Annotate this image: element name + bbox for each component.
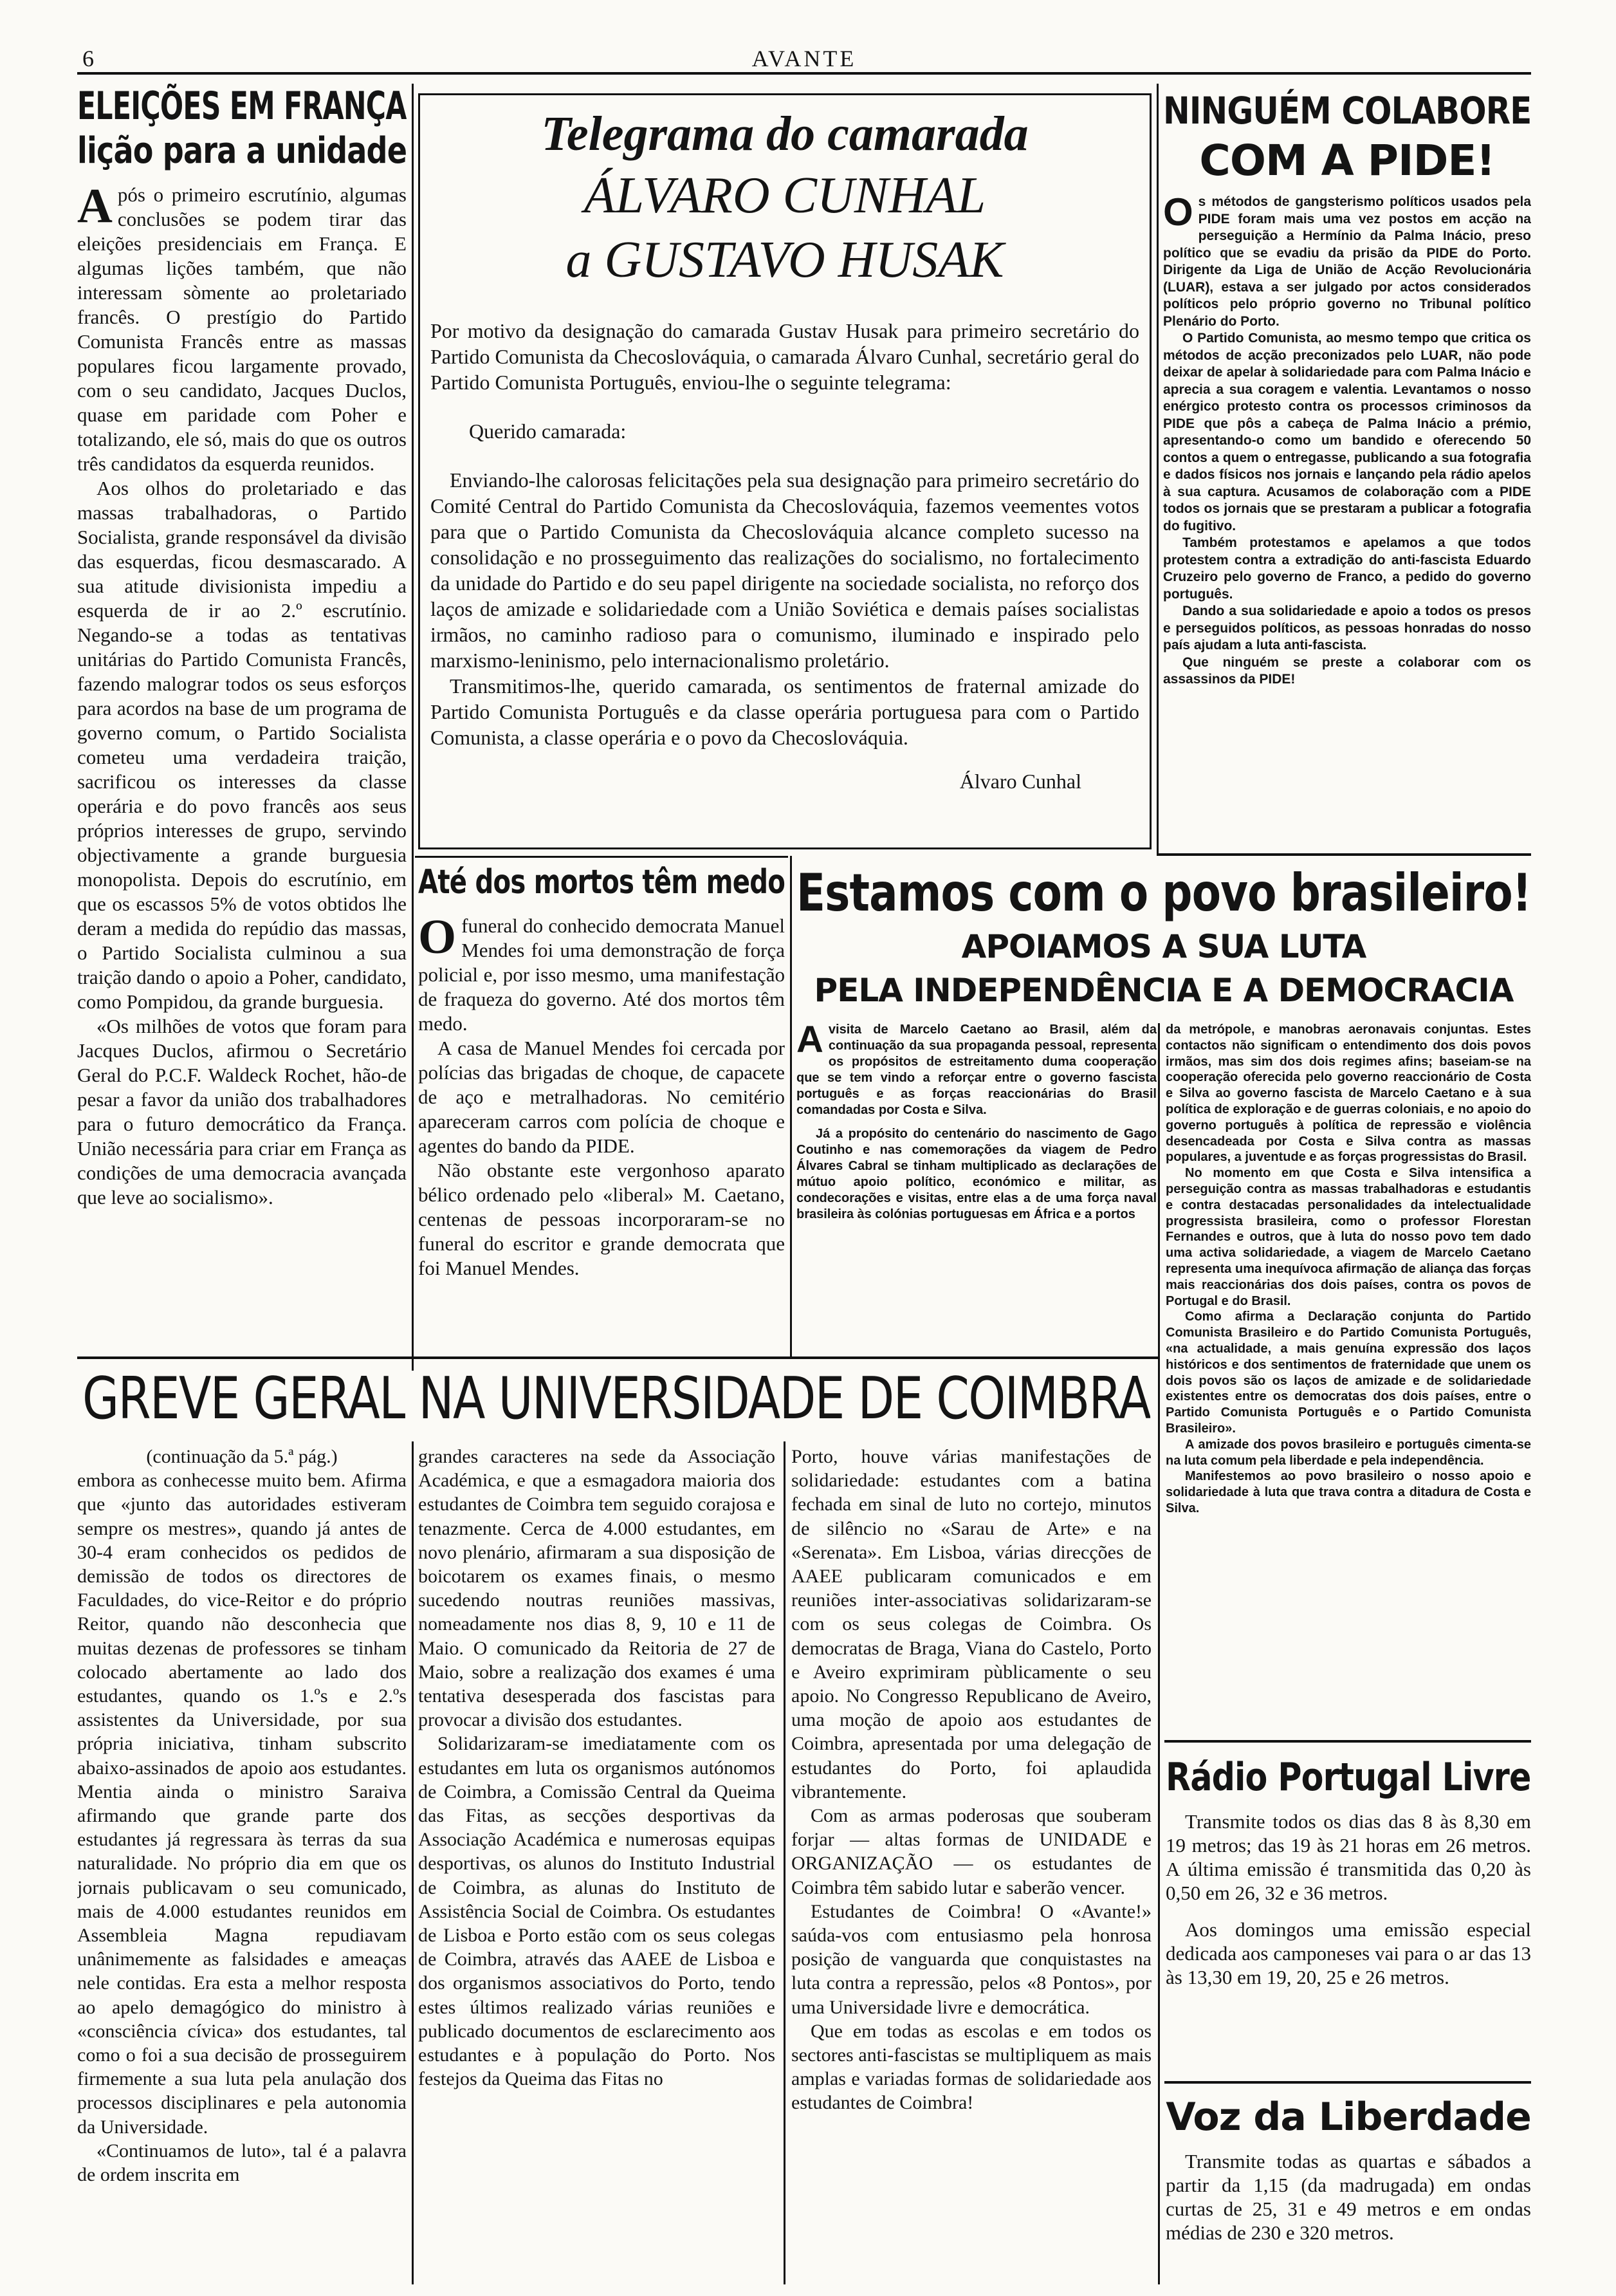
brasil-paragraph: No momento em que Costa e Silva intensifica a perseguição contra as massas trabalhadoras e estudantis e contra destacadas personalidades da intelectualidade progressista brasileira, como o professor Florestan Fernandes e outros, que à luta do nosso povo tem dado uma activa solidariedade, a viagem de Marcelo Caetano representa uma inequívoca afirmação de aliança das forças mais reaccionárias dos dois países, contra os povos de Portugal e do Brasil. (1166, 1166, 1531, 1308)
brasil-paragraph: da metrópole, e manobras aeronavais conjuntas. Estes contactos não significam o entendimento dos dois povos irmãos, mas sim dos dois regimes afins; baseiam-se na cooperação oferecida pelo governo reaccionário de Costa e Silva ao governo fascista de Marcelo Caetano e à sua política de exploração e de guerras coloniais, e no apoio do governo português à política de repressão e violência desencadeada por Costa e Silva contra as massas populares, a juventude e as forças progressistas do Brasil. (1166, 1023, 1531, 1165)
telegram-name-husak: a GUSTAVO HUSAK (565, 232, 1004, 288)
telegram-paragraph: Transmitimos-lhe, querido camarada, os sentimentos de fraternal amizade do Partido Comunista Português e da classe operária portuguesa para com o Partido Comunista, a classe operária e o povo da Checoslováquia. (430, 674, 1139, 749)
pide-paragraph: Que ninguém se preste a colaborar com os assassinos da PIDE! (1163, 654, 1531, 687)
mortos-paragraph: Não obstante este vergonhoso aparato bélico ordenado pelo «liberal» M. Caetano, centenas de pessoas incorporaram-se no funeral do escritor e grande democrata que foi Manuel Mendes. (418, 1159, 785, 1279)
mortos-dropcap: O (418, 910, 457, 964)
greve-paragraph: Porto, houve várias manifestações de solidariedade: estudantes com a batina fechada em sinal de luto no cortejo, minutos de silêncio no «Sarau de Arte» e na «Serenata». Em Lisboa, várias direcções de AAEE publicaram comunicados e em reuniões inter-associativas solidarizaram-se com os seus colegas de Coimbra. Os democratas de Braga, Viana do Castelo, Porto e Aveiro exprimiram pùblicamente o seu apoio. No Congresso Republicano de Aveiro, uma moção de apoio aos estudantes de Coimbra, apresentada por uma delegação de estudantes do Porto, foi aplaudida vibrantemente. (791, 1446, 1152, 1802)
greve-paragraph: Com as armas poderosas que souberam forjar — altas formas de UNIDADE e ORGANIZAÇÃO — os estudantes de Coimbra têm sabido lutar e saberão vencer. (791, 1805, 1152, 1898)
mortos-headline: Até dos mortos têm medo (418, 863, 785, 902)
telegram-box (418, 93, 1152, 849)
section-rule (1164, 1740, 1531, 1743)
brasil-paragraph: Como afirma a Declaração conjunta do Partido Comunista Brasileiro e do Partido Comunista Português, «na actualidade, a mais genuína expressão dos laços históricos e dos sentimentos de fraternidade que unem os dois povos são os laços de amizade e de solidariedade existentes entre os democratas dos dois países, entre o Partido Comunista Português e o Partido Comunista Brasileiro». (1166, 1310, 1531, 1436)
brasil-subheadline-2: PELA INDEPENDÊNCIA E A DEMOCRACIA (814, 972, 1514, 1009)
section-rule (1158, 853, 1531, 856)
radio-paragraph: Transmite todos os dias das 8 às 8,30 em 19 metros; das 19 às 21 horas em 26 metros. A última emissão é transmitida das 0,20 às 0,50 em 26, 32 e 36 metros. (1166, 1810, 1531, 1904)
greve-paragraph: Que em todas as escolas e em todos os sectores anti-fascistas se multipliquem as mais amplas e variadas formas de solidariedade aos estudantes de Coimbra! (791, 2020, 1152, 2114)
greve-paragraph: Estudantes de Coimbra! O «Avante!» saúda-vos com entusiasmo pela honrosa posição de vanguarda que conquistastes na luta contra a repressão, pelos «8 Pontos», por uma Universidade livre e democrática. (791, 1900, 1152, 2018)
masthead-title: AVANTE (751, 46, 857, 71)
pide-dropcap: O (1163, 190, 1193, 234)
pide-paragraph: Dando a sua solidariedade e apoio a todos os presos e perseguidos políticos, as pessoas honradas do nosso país ajudam a luta anti-fascista. (1163, 604, 1531, 653)
column-rule (412, 1441, 414, 2284)
radio-box (1166, 1745, 1531, 2080)
telegram-intro: Por motivo da designação do camarada Gustav Husak para primeiro secretário do Partido Comunista da Checoslováquia, o camarada Álvaro Cunhal, secretário geral do Partido Comunista Português, enviou-lhe o seguinte telegrama: (430, 319, 1139, 394)
voz-box (1166, 2085, 1531, 2291)
telegram-paragraph: Enviando-lhe calorosas felicitações pela sua designação para primeiro secretário do Comité Central do Partido Comunista da Checoslováquia, fazemos veementes votos para que o Partido Comunista da Checoslováquia alcance completo sucesso na consolidação e no prosseguimento das realizações do socialismo, no fortalecimento da unidade do Partido e do seu papel dirigente na sociedade socialista, no reforço dos laços de amizade e solidariedade com a União Soviética e demais países socialistas irmãos, no caminho radioso para o comunismo, iluminado e inspirado pelo marxismo-leninismo, pelo internacionalismo proletário. (430, 468, 1139, 672)
greve-paragraph: «Continuamos de luto», tal é a palavra de ordem inscrita em (77, 2140, 407, 2186)
pide-paragraph: Também protestamos e apelamos a que todos protestem contra a extradição do anti-fascista Eduardo Cruzeiro pelo governo de Franco, a pedido do governo português. (1163, 535, 1531, 602)
pide-headline: NINGUÉM COLABORE (1163, 89, 1531, 133)
brasil-headline: Estamos com o povo brasileiro! (796, 863, 1531, 923)
radio-headline: Rádio Portugal Livre (1166, 1755, 1531, 1800)
brasil-paragraph: A amizade dos povos brasileiro e português cimenta-se na luta comum pela liberdade e pela independência. (1166, 1437, 1531, 1468)
mortos-body: Ofuneral do conhecido democrata Manuel Mendes foi uma demonstração de força policial e, por isso mesmo, uma manifestação de fraqueza do governo. Até dos mortos têm medo. A casa de Manuel Mendes foi cercada por polícias das brigadas de choque, de capacete de aço e metralhadoras. No cemitério apareceram carros com polícia de choque e agentes do bando da PIDE. Não obstante este vergonhoso aparato bélico ordenado pelo «liberal» M. Caetano, centenas de pessoas incorporaram-se no funeral do escritor e grande democrata que foi Manuel Mendes. (418, 910, 785, 1279)
pide-paragraph: O Partido Comunista, ao mesmo tempo que critica os métodos de acção preconizados pelo LUAR, não pode deixar de apelar à solidariedade para com Palma Inácio e aprecia a sua coragem e valentia. Levantamos o nosso enérgico protesto contra os processos criminosos da PIDE que pôs a cabeça de Palma Inácio a prémio, apresentando-o como um bandido e oferecendo 50 contos a quem o entregasse, publicando a sua fotografia e dados físicos nos jornais e lançando pela rádio apelos à sua captura. Acusamos de colaboração com a PIDE todos os jornais que se prestaram a publicar a fotografia do fugitivo. (1163, 331, 1531, 533)
section-rule (77, 1356, 1158, 1359)
greve-col3 (791, 1445, 1152, 2288)
greve-paragraph: Solidarizaram-se imediatamente com os estudantes em luta os organismos autónomos de Coimbra, a Comissão Central da Queima das Fitas, as secções desportivas da Associação Académica e numerosas equipas desportivas, os alunos do Instituto Industrial de Coimbra, as alunas do Instituto de Assistência Social de Coimbra. Os estudantes de Lisboa e Porto estão com os seus colegas de Coimbra, através das AAEE de Lisboa e dos organismos associativos do Porto, tendo estes últimos realizado várias reuniões e publicado documentos de esclarecimento aos estudantes e à população do Porto. Nos festejos da Queima das Fitas no (418, 1733, 775, 2090)
voz-headline: Voz da Liberdade (1166, 2095, 1531, 2140)
france-subheadline: lição para a unidade (77, 130, 407, 172)
telegram-body (430, 318, 1139, 794)
france-body: Após o primeiro escrutínio, algumas conclusões se podem tirar das eleições presidenciais em França. E algumas lições também, que não interessam sòmente ao proletariado francês. O prestígio do Partido Comunista Francês entre as massas populares ficou largamente provado, com o seu candidato, Jacques Duclos, quase em paridade com Poher e totalizando, ele só, mais do que os outros três candidatos da esquerda reunidos. Aos olhos do proletariado e das massas trabalhadoras, o Partido Socialista, grande responsável da divisão das esquerdas, ficou desmascarado. A sua atitude divisionista impediu a esquerda de ir ao 2.º escrutínio. Negando-se a todas as tentativas unitárias do Partido Comunista Francês, fazendo malograr todos os seus esforços para acordos na base de um programa de governo comum, o Partido Socialista cometeu uma verdadeira traição, sacrificou os interesses da classe operária e do povo francês aos seus próprios interesses de grupo, servindo objectivamente a grande burguesia monopolista. Depois do escrutínio, em que os escassos 5% de votos obtidos lhe deram a medida do repúdio das massas, o Partido Socialista culminou a sua traição dando o apoio a Poher, candidato, como Pompidou, da grande burguesia. «Os milhões de votos que foram para Jacques Duclos, afirmou o Secretário Geral do P.C.F. Waldeck Rochet, hão-de pesar a favor da união dos trabalhadores para o futuro democrático da França. União necessária para criar em França as condições de uma democracia avançada que leve ao socialismo». (77, 179, 407, 1208)
telegram-title: Telegrama do camarada (541, 107, 1029, 161)
brasil-dropcap: A (796, 1019, 823, 1060)
greve-paragraph: grandes caracteres na sede da Associação Académica, e que a esmagadora maioria dos estudantes de Coimbra tem seguido corajosa e tenazmente. Cerca de 4.000 estudantes, em novo plenário, afirmaram a sua disposição de boicotarem os exames finais, o mesmo sucedendo noutras reuniões massivas, nomeadamente nos dias 8, 9, 10 e 11 de Maio. O comunicado da Reitoria de 27 de Maio, sobre a realização dos exames é uma tentativa desesperada dos fascistas para provocar a divisão dos estudantes. (418, 1446, 775, 1731)
telegram-name-cunhal: ÁLVARO CUNHAL (583, 167, 986, 224)
column-rule (790, 856, 792, 1358)
radio-body (1166, 1810, 1531, 1989)
mortos-paragraph: A casa de Manuel Mendes foi cercada por polícias das brigadas de choque, de capacete de aço e metralhadoras. No cemitério apareceram carros com polícia de choque e agentes do bando da PIDE. (418, 1037, 785, 1157)
section-rule (415, 856, 788, 858)
column-rule (1157, 84, 1159, 856)
greve-col2 (418, 1445, 775, 2288)
pide-article (1163, 87, 1531, 853)
column-rule (412, 84, 414, 1371)
voz-body (1166, 2149, 1531, 2245)
masthead-rule (77, 72, 1531, 75)
page-number: 6 (82, 46, 94, 71)
brasil-col2 (1166, 1022, 1531, 1736)
pide-body: Os métodos de gangsterismo políticos usados pela PIDE foram mais uma vez postos em acção na perseguição a Hermínio da Palma Inácio, preso político que se evadiu da prisão da PIDE do Porto. Dirigente da Liga de União de Acção Revolucionária (LUAR), estava a ser julgado por actos considerados políticos pelo próprio governo no Tribunal político Plenário do Porto. O Partido Comunista, ao mesmo tempo que critica os métodos de acção preconizados pelo LUAR, não pode deixar de apelar à solidariedade para com Palma Inácio e aprecia a sua coragem e valentia. Levantamos o nosso enérgico protesto contra os processos criminosos da PIDE que pôs a cabeça de Palma Inácio a prémio, apresentando-o como um bandido e oferecendo 50 contos a quem o entregasse, publicando a sua fotografia e dados físicos nos jornais e lançando pela rádio apelos à sua captura. Acusamos de colaboração com a PIDE todos os jornais que se prestaram a publicar a fotografia do fugitivo. Também protestamos e apelamos a que todos protestem contra a extradição do anti-fascista Eduardo Cruzeiro pelo governo de Franco, a pedido do governo português. Dando a sua solidariedade e apoio a todos os presos e perseguidos políticos, as pessoas honradas do nosso país ajudam a luta anti-fascista. Que ninguém se preste a colaborar com os assassinos da PIDE! (1163, 194, 1531, 689)
brasil-paragraph: Manifestemos ao povo brasileiro o nosso apoio e solidariedade à luta que trava contra a ditadura de Costa e Silva. (1166, 1469, 1531, 1515)
france-article (77, 84, 407, 1351)
brasil-subheadline: APOIAMOS A SUA LUTA (961, 928, 1366, 965)
column-rule (784, 1441, 785, 2284)
telegram-greeting: Querido camarada: (469, 420, 627, 443)
brasil-col1: Avisita de Marcelo Caetano ao Brasil, além da continuação da sua propaganda pessoal, representa os propósitos de estreitamento duma cooperação que se tem vindo a reforçar entre o governo fascista português e as forças reaccionárias do Brasil comandadas por Costa e Silva. Já a propósito do centenário do nascimento de Gago Coutinho e nas comemorações da viagem de Pedro Álvares Cabral se tinham multiplicado as declarações de mútuo apoio político, económico e militar, as condecorações e visitas, entre elas a de uma força naval brasileira às colónias portuguesas em África e a portos (796, 1019, 1157, 1221)
france-dropcap: A (77, 179, 113, 233)
greve-col1 (77, 1445, 407, 2288)
greve-headline: GREVE GERAL NA UNIVERSIDADE DE COIMBRA (82, 1365, 1150, 1432)
telegram-signature: Álvaro Cunhal (959, 770, 1081, 793)
brasil-paragraph: Já a propósito do centenário do nascimento de Gago Coutinho e nas comemorações da viagem de Pedro Álvares Cabral se tinham multiplicado as declarações de mútuo apoio político, económico e militar, as condecorações e visitas, entre elas a de uma força naval brasileira às colónias portuguesas em África e a portos (796, 1127, 1157, 1221)
france-headline: ELEIÇÕES EM FRANÇA (77, 84, 407, 129)
mortos-article (418, 861, 785, 1358)
greve-paragraph: embora as conhecesse muito bem. Afirma que «junto das autoridades estiveram sempre os mestres», quando já antes de 30-4 eram conhecidos os pedidos de demissão de todos os directores de Faculdades, do vice-Reitor e do próprio Reitor, quando não desconhecia que muitas dezenas de professores se tinham colocado abertamente ao lado dos estudantes, quando os 1.ºs e 2.ºs assistentes da Universidade, por sua própria iniciativa, tinham subscrito abaixo-assinados de apoio aos estudantes. Mentia ainda o ministro Saraiva afirmando que grande parte dos estudantes já regressara às terras da sua naturalidade. No próprio dia em que os jornais publicavam o seu comunicado, mais de 4.000 estudantes reunidos em Assembleia Magna repudiavam unânimemente as falsidades e ameaças nele contidas. Era esta a melhor resposta ao apelo demagógico do ministro à «consciência cívica» dos estudantes, tal como o foi a sua decisão de prosseguirem firmemente a sua luta pela anulação dos processos disciplinares e pela autonomia da Universidade. (77, 1470, 407, 2138)
section-rule (1164, 2081, 1531, 2084)
france-paragraph: Aos olhos do proletariado e das massas trabalhadoras, o Partido Socialista, grande responsável da divisão das esquerdas, ficou desmascarado. A sua atitude divisionista impediu a esquerda de ir ao 2.º escrutínio. Negando-se a todas as tentativas unitárias do Partido Comunista Francês, fazendo malograr todos os seus esforços para acordos na base de um programa de governo comum, o Partido Socialista cometeu uma verdadeira traição, sacrificou os interesses da classe operária e do povo francês aos seus próprios interesses de grupo, servindo objectivamente a grande burguesia monopolista. Depois do escrutínio, em que os escassos 5% de votos obtidos lhe deram a medida do repúdio das massas, o Partido Socialista culminou a sua traição dando o apoio a Poher, candidato, como Pompidou, da grande burguesia. (77, 477, 407, 1013)
france-paragraph: «Os milhões de votos que foram para Jacques Duclos, afirmou o Secretário Geral do P.C.F. Waldeck Rochet, hão-de pesar a favor da união dos trabalhadores para o futuro democrático da França. União necessária para criar em França as condições de uma democracia avançada que leve ao socialismo». (77, 1015, 407, 1208)
column-rule (1158, 1023, 1160, 2284)
voz-paragraph: Transmite todas as quartas e sábados a partir da 1,15 (da madrugada) em ondas curtas de 25, 31 e 49 metros e em ondas médias de 230 e 320 metros. (1166, 2150, 1531, 2244)
pide-subheadline: COM A PIDE! (1199, 136, 1495, 185)
greve-continued: (continuação da 5.ª pág.) (146, 1446, 338, 1467)
radio-paragraph: Aos domingos uma emissão especial dedicada aos camponeses vai para o ar das 13 às 13,30 em 19, 20, 25 e 26 metros. (1166, 1918, 1531, 1988)
